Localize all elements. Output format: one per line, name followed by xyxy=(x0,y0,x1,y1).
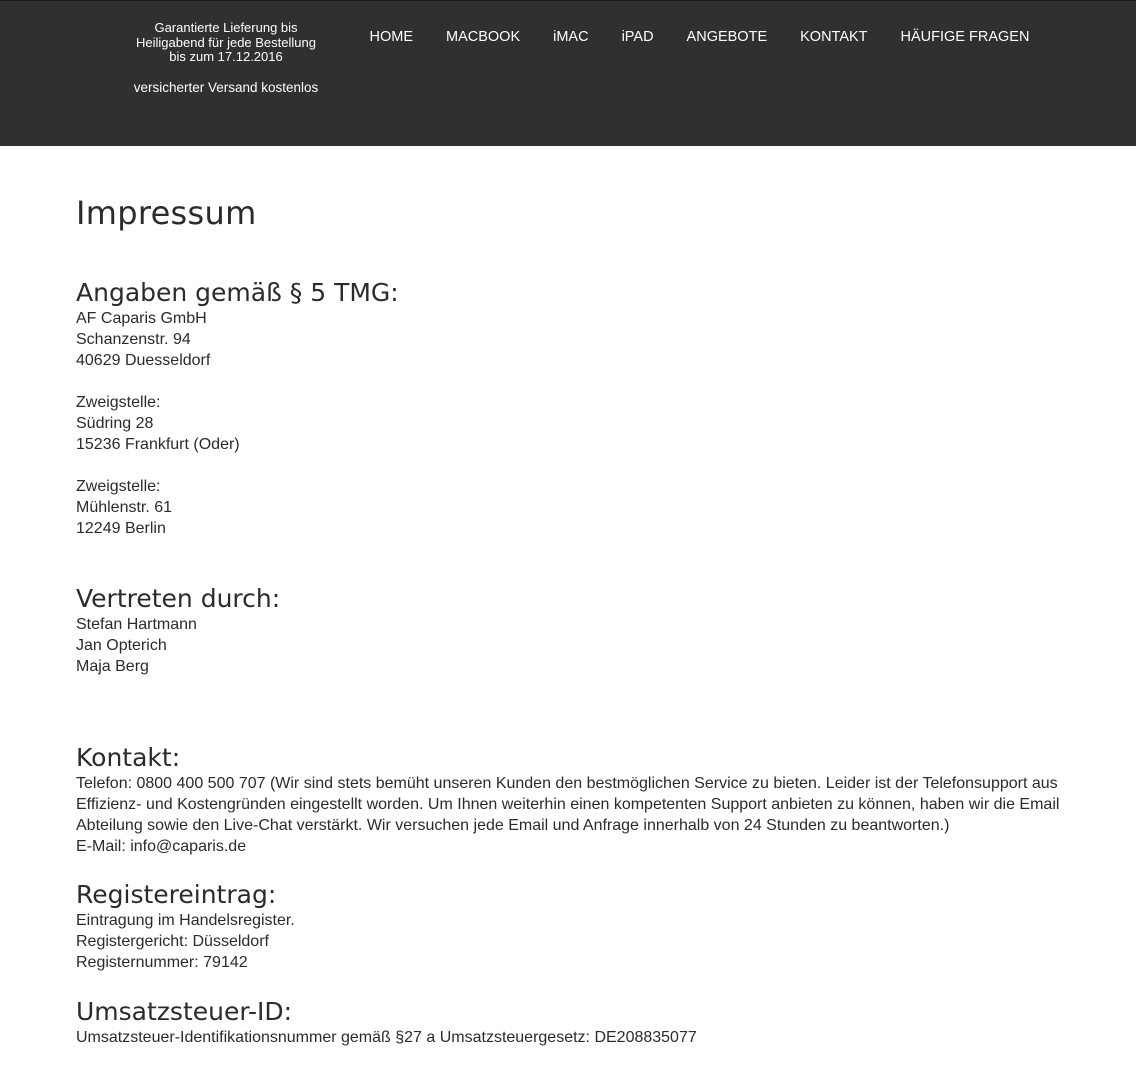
promo-shipping-text: versicherter Versand kostenlos xyxy=(133,79,319,95)
address-line: 15236 Frankfurt (Oder) xyxy=(76,436,240,453)
address-line: Südring 28 xyxy=(76,415,154,432)
address-line: AF Caparis GmbH xyxy=(76,310,207,327)
main-nav xyxy=(353,27,1046,47)
nav-ipad[interactable]: iPAD xyxy=(621,29,654,45)
section-ust xyxy=(76,997,697,1048)
representative-name: Jan Opterich xyxy=(76,637,167,654)
section-kontakt xyxy=(76,743,1096,857)
nav-imac[interactable]: iMAC xyxy=(553,29,589,45)
promo-delivery-text: Garantierte Lieferung bis Heiligabend für jede Bestellung bis zum 17.12.2016 xyxy=(136,20,316,64)
kontakt-heading: Kontakt: xyxy=(76,743,181,772)
address-line: Schanzenstr. 94 xyxy=(76,331,191,348)
nav-kontakt[interactable]: KONTAKT xyxy=(800,29,868,45)
address-line: Mühlenstr. 61 xyxy=(76,499,173,516)
section-register xyxy=(76,880,295,973)
impressum-content xyxy=(76,190,1096,1046)
branch-label: Zweigstelle: xyxy=(76,478,161,495)
representative-name: Maja Berg xyxy=(76,658,149,675)
address-line: 40629 Duesseldorf xyxy=(76,352,211,369)
nav-home[interactable]: HOME xyxy=(369,29,413,45)
ust-heading: Umsatzsteuer-ID: xyxy=(76,997,293,1026)
register-details xyxy=(76,910,295,973)
email-text: E-Mail: info@caparis.de xyxy=(76,838,247,855)
address-line: 12249 Berlin xyxy=(76,520,166,537)
section-vertreten xyxy=(76,584,280,677)
page-title: Impressum xyxy=(76,194,257,232)
company-address xyxy=(76,308,399,539)
ust-id-text: Umsatzsteuer-Identifikationsnummer gemäß §27 a Umsatzsteuergesetz: DE208835077 xyxy=(76,1029,697,1046)
telefon-text: Telefon: 0800 400 500 707 (Wir sind stets bemüht unseren Kunden den bestmöglichen Service zu bieten. Leider ist der Telefonsupport aus Effizienz- und Kostengründen eingestellt worden. Um Ihnen weiterhin einen kompetenten Support anbieten zu können, haben wir die Email Abteilung sowie den Live-Chat verstärkt. Wir versuchen jede Email und Anfrage innerhalb von 24 Stunden zu beantworten.) xyxy=(76,775,1060,834)
angaben-heading: Angaben gemäß § 5 TMG: xyxy=(76,278,399,307)
vertreten-heading: Vertreten durch: xyxy=(76,584,281,613)
representatives-list xyxy=(76,614,280,677)
register-heading: Registereintrag: xyxy=(76,880,277,909)
kontakt-details xyxy=(76,773,1096,857)
branch-label: Zweigstelle: xyxy=(76,394,161,411)
nav-faq[interactable]: HÄUFIGE FRAGEN xyxy=(900,29,1030,45)
section-angaben xyxy=(76,278,399,539)
register-line: Eintragung im Handelsregister. xyxy=(76,912,295,929)
register-line: Registergericht: Düsseldorf xyxy=(76,933,269,950)
nav-macbook[interactable]: MACBOOK xyxy=(446,29,521,45)
nav-angebote[interactable]: ANGEBOTE xyxy=(686,29,768,45)
site-header xyxy=(0,0,1136,146)
promo-banner xyxy=(126,21,326,95)
representative-name: Stefan Hartmann xyxy=(76,616,197,633)
register-line: Registernummer: 79142 xyxy=(76,954,248,971)
